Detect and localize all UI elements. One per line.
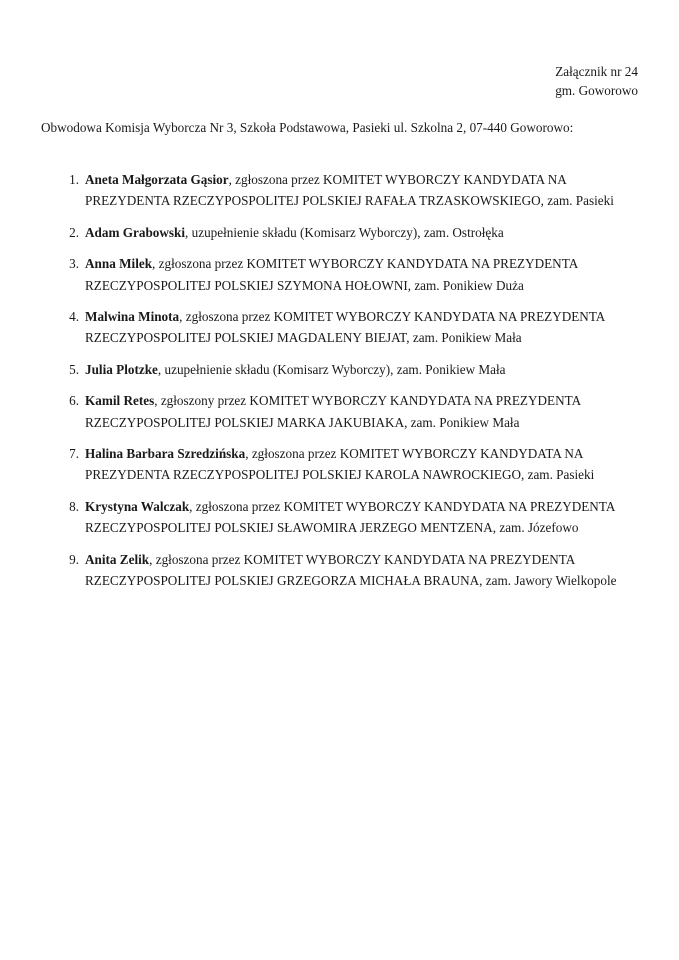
member-name: Aneta Małgorzata Gąsior [85, 172, 229, 187]
member-details: , zgłoszona przez KOMITET WYBORCZY KANDYDATA NA PREZYDENTA RZECZYPOSPOLITEJ POLSKIEJ GRZEGORZA MICHAŁA BRAUNA, zam. Jawory Wielkopole [85, 551, 617, 589]
list-item-number: 4. [69, 309, 79, 325]
member-name: Malwina Minota [85, 309, 180, 325]
member-name: Julia Plotzke [85, 361, 158, 377]
member-name: Adam Grabowski [85, 224, 186, 240]
list-item-number: 3. [69, 256, 79, 272]
member-details: , zgłoszona przez KOMITET WYBORCZY KANDYDATA NA PREZYDENTA RZECZYPOSPOLITEJ POLSKIEJ SŁAWOMIRA JERZEGO MENTZENA, zam. Józefowo [85, 498, 615, 536]
member-details: , zgłoszona przez KOMITET WYBORCZY KANDYDATA NA PREZYDENTA RZECZYPOSPOLITEJ POLSKIEJ MAGDALENY BIEJAT, zam. Ponikiew Mała [85, 309, 605, 346]
list-item-number: 5. [69, 361, 79, 377]
member-details: , zgłoszona przez KOMITET WYBORCZY KANDYDATA NA PREZYDENTA RZECZYPOSPOLITEJ POLSKIEJ RAFAŁA TRZASKOWSKIEGO, zam. Pasieki [85, 172, 614, 209]
list-item [41, 549, 638, 592]
list-item-number: 6. [69, 393, 79, 409]
attachment-number: Załącznik nr 24 [555, 64, 638, 79]
list-item [41, 169, 638, 212]
list-item [41, 253, 638, 296]
document-header [555, 62, 638, 100]
list-item [41, 306, 638, 349]
commission-heading: Obwodowa Komisja Wyborcza Nr 3, Szkoła Podstawowa, Pasieki ul. Szkolna 2, 07-440 Goworowo: [41, 120, 574, 135]
list-item [41, 496, 638, 539]
members-list [41, 169, 638, 592]
member-name: Anita Zelik [85, 551, 150, 567]
member-name: Anna Milek [85, 256, 153, 272]
member-details: , zgłoszony przez KOMITET WYBORCZY KANDYDATA NA PREZYDENTA RZECZYPOSPOLITEJ POLSKIEJ MARKA JAKUBIAKA, zam. Ponikiew Mała [85, 393, 581, 430]
list-item [41, 359, 638, 380]
municipality-name: gm. Goworowo [555, 83, 638, 98]
list-item [41, 222, 638, 243]
member-name: Kamil Retes [85, 393, 155, 409]
member-details: , zgłoszona przez KOMITET WYBORCZY KANDYDATA NA PREZYDENTA RZECZYPOSPOLITEJ POLSKIEJ SZYMONA HOŁOWNI, zam. Ponikiew Duża [85, 256, 578, 293]
member-details: , zgłoszona przez KOMITET WYBORCZY KANDYDATA NA PREZYDENTA RZECZYPOSPOLITEJ POLSKIEJ KAROLA NAWROCKIEGO, zam. Pasieki [85, 446, 595, 483]
member-details: , uzupełnienie składu (Komisarz Wyborczy), zam. Ponikiew Mała [157, 361, 506, 377]
list-item-number: 7. [69, 446, 79, 462]
member-details: , uzupełnienie składu (Komisarz Wyborczy), zam. Ostrołęka [185, 224, 504, 240]
member-name: Halina Barbara Szredzińska [85, 446, 246, 462]
list-item-number: 9. [69, 551, 79, 567]
list-item-number: 2. [69, 224, 79, 240]
member-name: Krystyna Walczak [85, 498, 190, 514]
list-item-number: 1. [69, 172, 79, 187]
list-item [41, 443, 638, 486]
list-item [41, 390, 638, 433]
list-item-number: 8. [69, 498, 79, 514]
